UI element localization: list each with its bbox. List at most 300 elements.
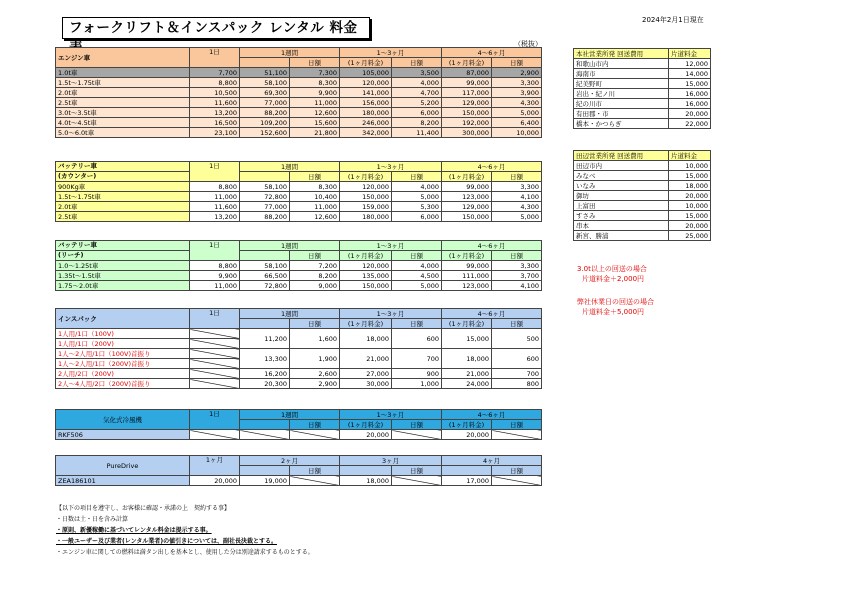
not-available-cell [190,430,240,440]
col-monthly: (1ヶ月料金) [340,251,392,261]
col-monthly: (1ヶ月料金) [442,319,492,329]
puredrive-model: ZEA186101 [56,476,190,486]
rate-row-label: 5.0～6.0t車 [56,128,190,138]
area-row [574,99,711,109]
rate-cell-wd: 8,300 [290,182,340,192]
inspack-m3: 30,000 [340,379,392,389]
rate-cell-w: 88,200 [240,108,290,118]
rate-row [56,108,542,118]
col-daily: 日額 [290,420,340,430]
area-header: 本社営業所発 回送費用 [574,49,669,59]
rate-cell-m6: 117,000 [442,88,492,98]
area-fee: 14,000 [669,69,711,79]
main-office-delivery-table [573,48,711,129]
area-header: 田辺営業所発 回送費用 [574,151,669,161]
inspack-week: 11,200 [240,329,290,349]
puredrive-rate-table [55,455,542,486]
inspack-label: 1人用/1口（200V) [56,339,190,349]
col-daily: 日額 [290,251,340,261]
col-daily: 日額 [392,251,442,261]
inspack-m6: 24,000 [442,379,492,389]
rate-cell-d1: 11,000 [190,281,240,291]
battery-counter-subheader: (カウンター) [56,172,190,182]
rate-cell-m3d: 4,000 [392,78,442,88]
inspack-rate-table [55,308,542,389]
rate-cell-m3d: 4,500 [392,271,442,281]
rate-cell-m6d: 10,000 [492,128,542,138]
area-fee: 15,000 [669,171,711,181]
area-row [574,211,711,221]
area-fee: 20,000 [669,109,711,119]
col-three-months: 3ヶ月 [340,456,442,466]
rate-cell-w: 58,100 [240,182,290,192]
rate-cell-m3: 105,000 [340,68,392,78]
col-monthly: (1ヶ月料金) [442,58,492,68]
rate-cell-w: 77,000 [240,202,290,212]
area-fee: 20,000 [669,191,711,201]
rate-cell-m3d: 11,400 [392,128,442,138]
not-available-cell [290,476,340,486]
blank-cell [240,251,290,261]
rate-cell-m3: 120,000 [340,182,392,192]
rate-cell-wd: 7,300 [290,68,340,78]
col-daily: 日額 [392,420,442,430]
rate-cell-m3d: 4,700 [392,88,442,98]
col-daily: 日額 [492,251,542,261]
col-1-3-months: 1～3ヶ月 [340,410,442,420]
not-available-cell [190,349,240,359]
rate-row-label: 2.5t車 [56,212,190,222]
col-4-6-months: 4～6ヶ月 [442,241,542,251]
rate-row [56,261,542,271]
inspack-m3-daily: 900 [392,369,442,379]
col-one-day: 1日 [190,162,240,182]
not-available-cell [190,329,240,339]
rate-cell-d1: 10,500 [190,88,240,98]
area-row [574,59,711,69]
rate-row-label: 2.5t車 [56,98,190,108]
rate-cell-d1: 8,800 [190,78,240,88]
surcharge-note-holiday-amount: 片道料金＋5,000円 [582,308,645,316]
rate-cell-w: 69,300 [240,88,290,98]
rate-cell-wd: 12,600 [290,108,340,118]
area-name: 串本 [574,221,669,231]
puredrive-1m: 20,000 [190,476,240,486]
rate-row-label: 1.5t～1.75t車 [56,192,190,202]
rate-cell-d1: 23,100 [190,128,240,138]
col-one-day: 1日 [190,48,240,68]
col-daily: 日額 [392,172,442,182]
rate-cell-m3d: 5,000 [392,192,442,202]
not-available-cell [190,359,240,369]
rate-cell-m3: 135,000 [340,271,392,281]
inspack-m3-daily: 600 [392,329,442,349]
col-daily: 日額 [392,466,442,476]
inspack-m6-daily: 500 [492,329,542,349]
area-fee: 10,000 [669,161,711,171]
col-one-day: 1日 [190,241,240,261]
rate-row [56,78,542,88]
not-available-cell [392,430,442,440]
col-monthly: (1ヶ月料金) [340,172,392,182]
area-fee: 15,000 [669,211,711,221]
tanabe-office-delivery-table [573,150,711,241]
rate-cell-m6d: 3,300 [492,261,542,271]
area-fee: 12,000 [669,59,711,69]
rate-cell-wd: 10,400 [290,192,340,202]
rate-cell-d1: 11,600 [190,202,240,212]
inspack-m6: 21,000 [442,369,492,379]
rate-row-label: 1.0t車 [56,68,190,78]
area-row [574,161,711,171]
rate-cell-w: 88,200 [240,212,290,222]
rate-cell-m3: 120,000 [340,78,392,88]
col-1-3-months: 1～3ヶ月 [340,309,442,319]
inspack-m6: 18,000 [442,349,492,369]
blank-cell [240,420,290,430]
rate-cell-m3d: 5,300 [392,202,442,212]
terms-footer [56,503,314,558]
area-row [574,221,711,231]
rate-cell-d1: 7,700 [190,68,240,78]
area-name: いなみ [574,181,669,191]
col-one-week: 1週間 [240,162,340,172]
col-one-week: 1週間 [240,410,340,420]
rate-cell-m3: 156,000 [340,98,392,108]
cooler-m6: 20,000 [442,430,492,440]
col-monthly: (1ヶ月料金) [340,420,392,430]
rate-cell-wd: 11,000 [290,98,340,108]
rate-cell-m3: 120,000 [340,261,392,271]
rate-cell-d1: 8,800 [190,261,240,271]
col-one-week: 1週間 [240,241,340,251]
area-name: 有田郡・市 [574,109,669,119]
col-daily: 日額 [290,58,340,68]
rate-cell-m3d: 6,000 [392,212,442,222]
rate-cell-m3d: 5,000 [392,281,442,291]
col-one-day: 1日 [190,309,240,329]
inspack-label: 1人用/1口（100V) [56,329,190,339]
rate-cell-m6d: 4,300 [492,98,542,108]
engine-header: エンジン車 [56,48,190,68]
area-row [574,69,711,79]
inspack-week: 13,300 [240,349,290,369]
area-row [574,231,711,241]
battery-reach-rate-table [55,240,542,291]
col-daily: 日額 [492,319,542,329]
rate-cell-wd: 12,600 [290,212,340,222]
rate-cell-w: 77,000 [240,98,290,108]
area-row [574,201,711,211]
rate-cell-w: 66,500 [240,271,290,281]
rate-cell-m6: 123,000 [442,192,492,202]
puredrive-2m: 19,000 [240,476,290,486]
rate-row-label: 900Kg車 [56,182,190,192]
not-available-cell [240,430,290,440]
inspack-m3: 27,000 [340,369,392,379]
battery-reach-header: バッテリー車 [56,241,190,251]
tax-note: （税抜） [514,40,542,48]
rate-cell-m3: 141,000 [340,88,392,98]
col-daily: 日額 [392,58,442,68]
not-available-cell [190,369,240,379]
rate-cell-m6d: 4,100 [492,192,542,202]
area-fee: 15,000 [669,79,711,89]
not-available-cell [190,339,240,349]
not-available-cell [392,476,442,486]
area-fee: 22,000 [669,119,711,129]
puredrive-3m: 18,000 [340,476,392,486]
rate-cell-wd: 8,300 [290,78,340,88]
area-fee: 16,000 [669,99,711,109]
rate-cell-d1: 13,200 [190,108,240,118]
rate-row-label: 1.35t～1.5t車 [56,271,190,281]
rate-cell-m6: 129,000 [442,98,492,108]
rate-row-label: 4.0t～4.5t車 [56,118,190,128]
col-daily: 日額 [290,319,340,329]
rate-row-label: 1.75～2.0t車 [56,281,190,291]
inspack-label: 2人用/2口（200V) [56,369,190,379]
rate-cell-m3: 150,000 [340,192,392,202]
inspack-m6-daily: 600 [492,349,542,369]
inspack-m6-daily: 800 [492,379,542,389]
rate-cell-w: 152,600 [240,128,290,138]
blank-cell [240,319,290,329]
rate-cell-m6d: 3,700 [492,271,542,281]
rate-cell-w: 51,100 [240,68,290,78]
rate-cell-m3: 159,000 [340,202,392,212]
rate-cell-m3d: 6,000 [392,108,442,118]
col-two-months: 2ヶ月 [240,456,340,466]
rate-row [56,281,542,291]
rate-row [56,68,542,78]
area-name: 紀の川市 [574,99,669,109]
battery-counter-rate-table [55,161,542,222]
surcharge-note-holiday-title: 弊社休業日の回送の場合 [577,298,654,306]
rate-cell-m3d: 8,200 [392,118,442,128]
effective-date: 2024年2月1日現在 [642,16,704,24]
rate-cell-wd: 9,000 [290,281,340,291]
col-one-week: 1週間 [240,48,340,58]
rate-cell-w: 72,800 [240,192,290,202]
area-name: 上富田 [574,201,669,211]
area-name: 岩出・紀ノ川 [574,89,669,99]
inspack-m3: 18,000 [340,329,392,349]
area-name: 海南市 [574,69,669,79]
rate-row [56,98,542,108]
rate-row [56,88,542,98]
area-row [574,89,711,99]
blank-cell [240,58,290,68]
col-daily: 日額 [392,319,442,329]
battery-counter-header: バッテリー車 [56,162,190,172]
rate-cell-wd: 8,200 [290,271,340,281]
rate-cell-m6: 150,000 [442,212,492,222]
blank-cell [442,466,492,476]
area-name: 田辺市内 [574,161,669,171]
col-one-day: 1日 [190,410,240,430]
inspack-label: 1人～2人用/1口（200V)首振り [56,359,190,369]
col-one-month: 1ヶ月 [190,456,240,476]
col-daily: 日額 [492,172,542,182]
rate-cell-m6d: 3,300 [492,78,542,88]
terms-line: ・エンジン車に関しての燃料は満タン出しを基本とし、使用した分は別途請求するものとする。 [56,549,314,556]
not-available-cell [190,379,240,389]
not-available-cell [290,430,340,440]
terms-heading: 【以下の項目を遵守し、お客様に確認・承諾の上 契約する事】 [56,505,231,512]
surcharge-note-heavy-title: 3.0t以上の回送の場合 [577,265,647,273]
inspack-week: 20,300 [240,379,290,389]
rate-cell-m3: 150,000 [340,281,392,291]
rate-row-label: 3.0t～3.5t車 [56,108,190,118]
inspack-week-daily: 1,900 [290,349,340,369]
rate-cell-m3d: 3,500 [392,68,442,78]
not-available-cell [492,430,542,440]
inspack-m6-daily: 700 [492,369,542,379]
col-4-6-months: 4～6ヶ月 [442,162,542,172]
area-row [574,191,711,201]
rate-cell-wd: 15,600 [290,118,340,128]
area-row [574,181,711,191]
area-name: 新宮、勝浦 [574,231,669,241]
rate-row [56,212,542,222]
rate-cell-m6d: 6,400 [492,118,542,128]
rate-cell-m6: 192,000 [442,118,492,128]
rate-row [56,271,542,281]
area-row [574,79,711,89]
inspack-label: 2人～4人用/2口（200V)首振り [56,379,190,389]
area-row [574,109,711,119]
rate-cell-m3d: 4,000 [392,261,442,271]
col-daily: 日額 [492,58,542,68]
rate-row [56,202,542,212]
col-1-3-months: 1～3ヶ月 [340,241,442,251]
rate-cell-m3d: 4,000 [392,182,442,192]
area-fee: 10,000 [669,201,711,211]
col-monthly: (1ヶ月料金) [442,420,492,430]
area-fee: 16,000 [669,89,711,99]
blank-cell [340,466,392,476]
cooler-m3: 20,000 [340,430,392,440]
rate-cell-m6: 300,000 [442,128,492,138]
surcharge-note-holiday [577,297,654,317]
rate-cell-m6: 111,000 [442,271,492,281]
inspack-m6: 15,000 [442,329,492,349]
rate-cell-m6: 99,000 [442,78,492,88]
area-row [574,171,711,181]
col-monthly: (1ヶ月料金) [340,319,392,329]
col-daily: 日額 [290,466,340,476]
col-4-6-months: 4～6ヶ月 [442,309,542,319]
rate-cell-wd: 11,000 [290,202,340,212]
inspack-week-daily: 1,600 [290,329,340,349]
col-4-6-months: 4～6ヶ月 [442,410,542,420]
rate-cell-m3: 180,000 [340,212,392,222]
puredrive-header: PureDrive [56,456,190,476]
area-fee: 18,000 [669,181,711,191]
rate-cell-w: 58,100 [240,78,290,88]
area-name: 橋本・かつらぎ [574,119,669,129]
cooler-rate-table [55,409,542,440]
terms-line: ・日数は土・日を含み計算 [56,516,129,523]
rate-cell-m6: 123,000 [442,281,492,291]
col-1-3-months: 1～3ヶ月 [340,162,442,172]
col-monthly: (1ヶ月料金) [340,58,392,68]
col-daily: 日額 [492,420,542,430]
rate-row [56,128,542,138]
area-name: すさみ [574,211,669,221]
page-title: フォークリフト＆インスパック レンタル 料金表 [62,17,370,39]
rate-row-label: 2.0t車 [56,88,190,98]
surcharge-note-heavy [577,264,647,284]
area-fee: 25,000 [669,231,711,241]
rate-cell-m3: 180,000 [340,108,392,118]
rate-row-label: 1.5t～1.75t車 [56,78,190,88]
col-four-months: 4ヶ月 [442,456,542,466]
rate-cell-d1: 8,800 [190,182,240,192]
rate-cell-w: 109,200 [240,118,290,128]
area-name: みなべ [574,171,669,181]
area-fee: 20,000 [669,221,711,231]
terms-line: ・一般ユーザー及び業者(レンタル業者)の値引きについては、副社長決裁とする。 [56,538,277,545]
rate-cell-m6: 129,000 [442,202,492,212]
rate-cell-m6d: 3,900 [492,88,542,98]
col-monthly: (1ヶ月料金) [442,251,492,261]
surcharge-note-heavy-amount: 片道料金＋2,000円 [582,275,645,283]
blank-cell [240,466,290,476]
inspack-label: 1人～2人用/1口（100V)首振り [56,349,190,359]
not-available-cell [492,476,542,486]
rate-cell-m6d: 5,000 [492,108,542,118]
puredrive-4m: 17,000 [442,476,492,486]
rate-cell-wd: 7,200 [290,261,340,271]
rate-cell-m6: 150,000 [442,108,492,118]
cooler-header: 気化式冷風機 [56,410,190,430]
rate-row [56,192,542,202]
rate-cell-w: 58,100 [240,261,290,271]
area-fee-header: 片道料金 [669,49,711,59]
rate-cell-m6: 87,000 [442,68,492,78]
terms-line: ・原則、新優稼働に基づいてレンタル料金は提示する事。 [56,527,212,534]
col-daily: 日額 [290,172,340,182]
col-daily: 日額 [492,466,542,476]
inspack-header: インスパック [56,309,190,329]
cooler-model: RKF506 [56,430,190,440]
rate-row [56,118,542,128]
inspack-m3-daily: 1,000 [392,379,442,389]
blank-cell [240,172,290,182]
rate-cell-m6d: 4,300 [492,202,542,212]
inspack-m3-daily: 700 [392,349,442,369]
area-name: 御坊 [574,191,669,201]
rate-cell-m6d: 4,100 [492,281,542,291]
rate-cell-d1: 9,900 [190,271,240,281]
inspack-m3: 21,000 [340,349,392,369]
col-1-3-months: 1～3ヶ月 [340,48,442,58]
rate-cell-wd: 9,900 [290,88,340,98]
engine-rate-table [55,47,542,138]
rate-row-label: 1.0～1.25t車 [56,261,190,271]
col-4-6-months: 4～6ヶ月 [442,48,542,58]
rate-cell-m3d: 5,200 [392,98,442,108]
inspack-week: 16,200 [240,369,290,379]
area-name: 紀美野町 [574,79,669,89]
area-row [574,119,711,129]
col-one-week: 1週間 [240,309,340,319]
area-name: 和歌山市内 [574,59,669,69]
rate-cell-m6d: 2,900 [492,68,542,78]
rate-cell-w: 72,800 [240,281,290,291]
